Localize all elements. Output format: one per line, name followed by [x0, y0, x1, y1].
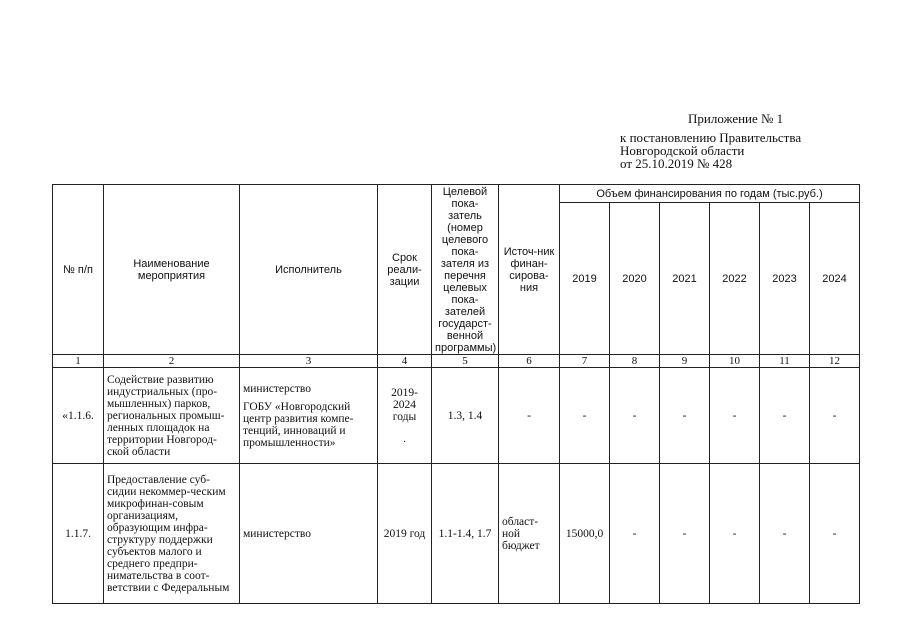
header-year: 2020 [610, 203, 660, 355]
column-number: 7 [560, 355, 610, 368]
column-number: 11 [760, 355, 810, 368]
row-value: - [660, 464, 710, 604]
row-source: област-ной бюджет [499, 464, 560, 604]
column-number: 9 [660, 355, 710, 368]
column-number: 3 [240, 355, 378, 368]
appendix-block [620, 112, 801, 170]
executor-line: министерство [243, 527, 311, 540]
table-row [53, 368, 860, 464]
row-value: - [610, 464, 660, 604]
row-value: - [810, 464, 860, 604]
header-num: № п/п [53, 185, 104, 355]
header-source: Источ-ник финан-сирова-ния [499, 185, 560, 355]
executor-line: ГОБУ «Новгородский центр развития компе-тенций, инноваций и промышленности» [243, 400, 354, 449]
header-year: 2023 [760, 203, 810, 355]
executor-line: министерство [243, 382, 311, 395]
row-num: 1.1.7. [53, 464, 104, 604]
column-numbers-row [53, 355, 860, 368]
row-executor [240, 368, 378, 464]
column-number: 6 [499, 355, 560, 368]
appendix-title: Приложение № 1 [688, 111, 784, 126]
row-executor [240, 464, 378, 604]
row-num: «1.1.6. [53, 368, 104, 464]
header-year: 2021 [660, 203, 710, 355]
row-term [378, 368, 432, 464]
row-value: - [810, 368, 860, 464]
row-term [378, 464, 432, 604]
row-name: Содействие развитию индустриальных (про-мышленных) парков, региональных промыш-ленных площадок на территории Новгород-ской области [104, 368, 240, 464]
row-value: - [560, 368, 610, 464]
program-table [52, 184, 860, 604]
row-value: 15000,0 [560, 464, 610, 604]
header-year: 2019 [560, 203, 610, 355]
row-target: 1.1-1.4, 1.7 [432, 464, 499, 604]
row-value: - [760, 368, 810, 464]
term-text: 2019-2024 годы [391, 386, 418, 423]
header-target: Целевой пока-затель (номер целевого пока-зателя из перечня целевых пока-зателей государст-венной программы) [432, 185, 499, 355]
row-target: 1.3, 1.4 [432, 368, 499, 464]
header-year: 2024 [810, 203, 860, 355]
column-number: 1 [53, 355, 104, 368]
header-funding: Объем финансирования по годам (тыс.руб.) [560, 185, 860, 203]
appendix-line-2: Новгородской области [620, 143, 745, 158]
term-mark: . [403, 432, 406, 445]
column-number: 2 [104, 355, 240, 368]
appendix-line-3: от 25.10.2019 № 428 [620, 156, 733, 171]
appendix-line-1: к постановлению Правительства [620, 130, 802, 145]
table-row [53, 464, 860, 604]
row-name: Предоставление суб-сидии некоммер-ческим микрофинан-совым организациям, образующим инфра-структуру поддержки субъектов малого и среднего предпри-нимательства в соот-ветствии с Федеральным [104, 464, 240, 604]
header-name: Наименование мероприятия [104, 185, 240, 355]
column-number: 5 [432, 355, 499, 368]
row-source: - [499, 368, 560, 464]
column-number: 4 [378, 355, 432, 368]
row-value: - [660, 368, 710, 464]
term-text: 2019 год [383, 527, 426, 540]
column-number: 10 [710, 355, 760, 368]
row-value: - [760, 464, 810, 604]
row-value: - [610, 368, 660, 464]
header-executor: Исполнитель [240, 185, 378, 355]
column-number: 12 [810, 355, 860, 368]
header-term: Срок реали-зации [378, 185, 432, 355]
header-year: 2022 [710, 203, 760, 355]
column-number: 8 [610, 355, 660, 368]
row-value: - [710, 368, 760, 464]
row-value: - [710, 464, 760, 604]
